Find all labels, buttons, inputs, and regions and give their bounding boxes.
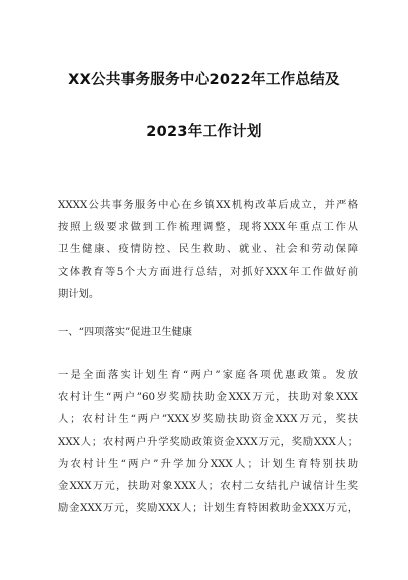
section-1-line: XXX人；农村两户升学奖励政策资金XXX万元，奖励XXX人； — [58, 435, 358, 448]
section-1-paragraph — [58, 364, 358, 519]
section-1-line: 为农村计生“两户”升学加分XXX人；计划生育特别扶助 — [58, 457, 358, 470]
intro-line: 文体教育等5个大方面进行总结，对抓好XXX年工作做好前 — [58, 265, 358, 278]
section-1-line: 金XXX万元，扶助对象XXX人；农村二女结扎户诚信计生奖 — [58, 479, 358, 492]
intro-line: 按照上级要求做到工作梳理调整，现将XXX年重点工作从 — [58, 221, 358, 234]
section-1-line: 人；农村计生“两户”XXX岁奖励扶助资金XXX万元，奖扶 — [58, 413, 358, 426]
section-1-heading: 一、“四项落实”促进卫生健康 — [58, 326, 193, 338]
section-1-line: 一是全面落实计划生育“两户”家庭各项优惠政策。发放 — [58, 369, 358, 381]
section-1-line: 农村计生“两户”60岁奖励扶助金XXX万元，扶助对象XXX — [58, 391, 358, 404]
section-1-line: 励金XXX万元，奖励XXX人；计划生育特困救助金XXX万元， — [58, 502, 358, 515]
intro-paragraph — [58, 194, 358, 305]
intro-line: XXXX公共事务服务中心在乡镇XX机构改革后成立，并严格 — [58, 199, 358, 211]
document-title-line-1: XX公共事务服务中心2022年工作总结及 — [68, 72, 340, 88]
intro-line: 期计划。 — [58, 287, 100, 300]
document-title-line-2: 2023年工作计划 — [146, 124, 262, 140]
intro-line: 卫生健康、疫情防控、民生救助、就业、社会和劳动保障 — [58, 243, 358, 256]
